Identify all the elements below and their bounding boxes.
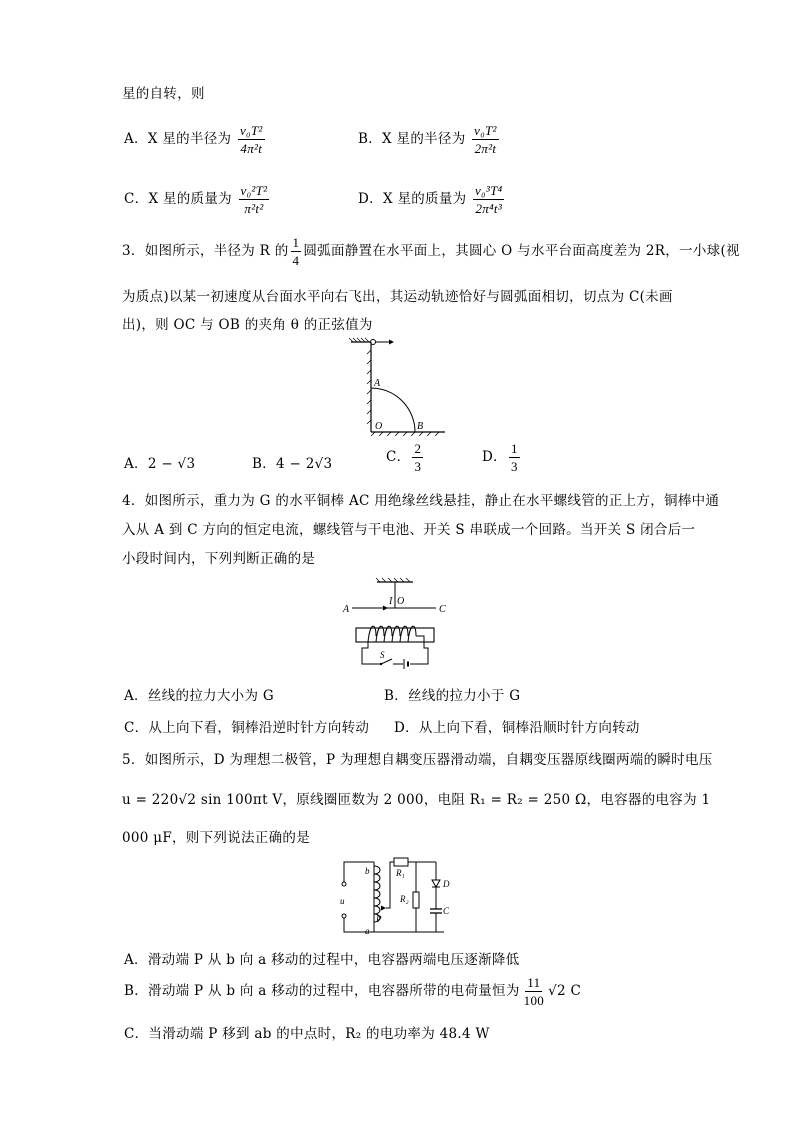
q5-option-c: C．当滑动端 P 移到 ab 的中点时，R₂ 的电功率为 48.4 W — [124, 1026, 490, 1042]
q4-option-a: A．丝线的拉力大小为 G — [124, 688, 274, 704]
q2-option-c: C．X 星的质量为 $\frac{\text{v₀²T²}}{\text{π²t²}}$ — [124, 183, 268, 216]
q3-c-fraction: $\frac{2}{3}$ — [414, 441, 422, 474]
q5-b-fraction: $\frac{11}{100}$ — [523, 975, 545, 1008]
q4-label-a: A — [343, 604, 350, 615]
q5-label-b: b — [365, 866, 370, 876]
q3-d-fraction: $\frac{1}{3}$ — [510, 441, 518, 474]
q4-line-3: 小段时间内，下列判断正确的是 — [122, 551, 316, 567]
q2-option-b: B．X 星的半径为 $\frac{\text{v₀T²}}{\text{2π²t}}$ — [358, 123, 497, 156]
q4-option-d: D．从上向下看，铜棒沿顺时针方向转动 — [394, 720, 640, 736]
q5-label-p: P — [376, 914, 382, 924]
q3-line-2: 为质点)以某一初速度从台面水平向右飞出，其运动轨迹恰好与圆弧面相切，切点为 C(未画 — [122, 289, 673, 305]
q2-tail: 星的自转，则 — [122, 86, 205, 102]
q5-label-d: D — [443, 879, 450, 889]
q5-option-a: A．滑动端 P 从 b 向 a 移动的过程中，电容器两端电压逐渐降低 — [124, 952, 520, 968]
q3-line-3: 出)，则 OC 与 OB 的夹角 θ 的正弦值为 — [122, 317, 373, 333]
q5-label-u: u — [340, 896, 345, 906]
q5-label-r2: R₂ — [400, 894, 409, 904]
q2-b-fraction: $\frac{\text{v₀T²}}{\text{2π²t}}$ — [474, 123, 497, 156]
q3-figure — [345, 336, 455, 442]
q2-option-d: D．X 星的质量为 $\frac{\text{v₀³T⁴}}{\text{2π⁴t³}}$ — [358, 183, 503, 216]
q3-label-a: A — [374, 378, 381, 389]
q5-line-3: 000 μF，则下列说法正确的是 — [122, 830, 310, 846]
q5-line-1: 5．如图所示，D 为理想二极管，P 为理想自耦变压器滑动端，自耦变压器原线圈两端的瞬时电压 — [122, 752, 713, 768]
q3-line-1: 3．如图所示，半径为 R 的 $\frac{1}{4}$ 圆弧面静置在水平面上，其圆心 O 与水平台面高度差为 2R，一小球(视 — [122, 235, 740, 268]
q4-label-c: C — [439, 604, 446, 615]
q4-figure — [340, 574, 460, 674]
q3-label-o: O — [375, 421, 383, 432]
q5-option-b: B．滑动端 P 从 b 向 a 移动的过程中，电容器所带的电荷量恒为 $\frac{11}{100}$ √2 C — [124, 975, 582, 1008]
q3-label-b: B — [417, 421, 424, 432]
q4-option-b: B．丝线的拉力小于 G — [384, 688, 521, 704]
q5-label-c: C — [443, 906, 450, 916]
q2-c-fraction: $\frac{\text{v₀²T²}}{\text{π²t²}}$ — [240, 183, 268, 216]
q4-option-c: C．从上向下看，铜棒沿逆时针方向转动 — [124, 720, 370, 736]
q4-label-o: O — [397, 596, 405, 607]
q5-figure — [334, 852, 462, 938]
q5-label-r1: R₁ — [396, 868, 405, 878]
q4-line-2: 入从 A 到 C 方向的恒定电流，螺线管与干电池、开关 S 串联成一个回路。当开关 S 闭合后一 — [122, 522, 696, 538]
q2-d-fraction: $\frac{\text{v₀³T⁴}}{\text{2π⁴t³}}$ — [475, 183, 503, 216]
q2-a-fraction: $\frac{\text{v₀T²}}{\text{4π²t}}$ — [239, 123, 263, 156]
q3-option-c: C． $\frac{2}{3}$ — [386, 441, 422, 474]
q5-line-2: u = 220√2 sin 100πt V，原线圈匝数为 2 000，电阻 R₁ = R₂ = 250 Ω，电容器的电容为 1 — [122, 792, 711, 808]
q3-option-b: B．4 − 2√3 — [252, 456, 333, 472]
q3-quarter-fraction: $\frac{1}{4}$ — [292, 235, 300, 268]
q3-option-a: A．2 − √3 — [124, 456, 196, 472]
q4-line-1: 4．如图所示，重力为 G 的水平铜棒 AC 用绝缘丝线悬挂，静止在水平螺线管的正上方，铜棒中通 — [122, 493, 720, 509]
q5-label-a: a — [365, 926, 370, 936]
q2-option-a: A．X 星的半径为 $\frac{\text{v₀T²}}{\text{4π²t}}$ — [124, 123, 263, 156]
q4-label-s: S — [380, 650, 385, 660]
q3-option-d: D． $\frac{1}{3}$ — [482, 441, 518, 474]
q4-label-i: I — [389, 596, 393, 607]
